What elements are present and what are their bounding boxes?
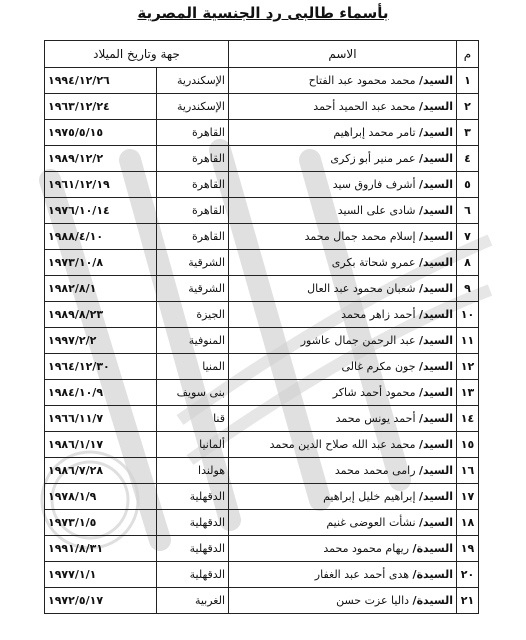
row-name — [229, 458, 457, 484]
row-number: ٧ — [457, 224, 479, 250]
row-number: ٨ — [457, 250, 479, 276]
row-number: ٥ — [457, 172, 479, 198]
row-number: ١٨ — [457, 510, 479, 536]
row-birthplace: القاهرة — [157, 146, 229, 172]
row-number: ١ — [457, 68, 479, 94]
table-row — [45, 380, 479, 406]
row-birthplace: الدقهلية — [157, 484, 229, 510]
table-row — [45, 354, 479, 380]
row-birthdate: ١٩٦٦/١١/٧ — [45, 406, 157, 432]
row-name — [229, 562, 457, 588]
row-honorific: السيد/ — [419, 126, 453, 139]
row-full-name: شادى على السيد — [337, 204, 416, 217]
table-row — [45, 432, 479, 458]
row-full-name: أحمد زاهر محمد — [341, 308, 416, 321]
row-full-name: داليا عزت حسن — [336, 594, 410, 607]
row-full-name: أشرف فاروق سيد — [332, 178, 416, 191]
row-honorific: السيد/ — [419, 152, 453, 165]
row-birthdate: ١٩٧٣/١/٥ — [45, 510, 157, 536]
row-name — [229, 172, 457, 198]
row-honorific: السيد/ — [419, 386, 453, 399]
row-full-name: محمد عبد الحميد أحمد — [313, 100, 416, 113]
row-full-name: إبراهيم خليل إبراهيم — [323, 490, 416, 503]
row-name — [229, 94, 457, 120]
row-birthdate: ١٩٩٧/٢/٢ — [45, 328, 157, 354]
row-full-name: أحمد يونس محمد — [335, 412, 416, 425]
applicants-table — [44, 40, 479, 614]
row-full-name: عمر منير أبو زكرى — [330, 152, 416, 165]
row-number: ٦ — [457, 198, 479, 224]
table-row — [45, 224, 479, 250]
row-name — [229, 120, 457, 146]
header-birth: جهة وتاريخ الميلاد — [45, 41, 229, 68]
row-name — [229, 224, 457, 250]
table-row — [45, 406, 479, 432]
row-number: ٢١ — [457, 588, 479, 614]
row-full-name: نشأت العوضى غنيم — [326, 516, 416, 529]
table-header-row — [45, 41, 479, 68]
row-name — [229, 68, 457, 94]
row-birthplace: الدقهلية — [157, 536, 229, 562]
row-honorific: السيدة/ — [412, 542, 453, 555]
row-full-name: عبد الرحمن جمال عاشور — [300, 334, 416, 347]
row-number: ١٥ — [457, 432, 479, 458]
row-birthplace: ألمانيا — [157, 432, 229, 458]
row-birthdate: ١٩٧٨/١/٩ — [45, 484, 157, 510]
row-name — [229, 484, 457, 510]
row-birthdate: ١٩٧٧/١/١ — [45, 562, 157, 588]
row-birthdate: ١٩٦٣/١٢/٢٤ — [45, 94, 157, 120]
row-honorific: السيد/ — [419, 464, 453, 477]
row-birthplace: القاهرة — [157, 172, 229, 198]
row-honorific: السيد/ — [419, 490, 453, 503]
row-birthdate: ١٩٨٦/٧/٢٨ — [45, 458, 157, 484]
row-honorific: السيد/ — [419, 360, 453, 373]
row-full-name: محمد محمود عبد الفتاح — [308, 74, 416, 87]
row-honorific: السيد/ — [419, 282, 453, 295]
row-name — [229, 276, 457, 302]
row-name — [229, 250, 457, 276]
row-birthdate: ١٩٩١/٨/٣١ — [45, 536, 157, 562]
table-row — [45, 198, 479, 224]
row-birthplace: الإسكندرية — [157, 68, 229, 94]
row-number: ١١ — [457, 328, 479, 354]
row-birthplace: القاهرة — [157, 198, 229, 224]
row-number: ٤ — [457, 146, 479, 172]
row-name — [229, 198, 457, 224]
row-number: ١٤ — [457, 406, 479, 432]
row-number: ١٠ — [457, 302, 479, 328]
row-birthplace: الجيزة — [157, 302, 229, 328]
row-full-name: محمد عبد الله صلاح الدين محمد — [269, 438, 416, 451]
row-honorific: السيد/ — [419, 308, 453, 321]
row-birthdate: ١٩٩٤/١٢/٢٦ — [45, 68, 157, 94]
row-birthdate: ١٩٧٢/٥/١٧ — [45, 588, 157, 614]
table-row — [45, 536, 479, 562]
row-number: ٢٠ — [457, 562, 479, 588]
row-honorific: السيد/ — [419, 100, 453, 113]
row-birthplace: المنوفية — [157, 328, 229, 354]
row-birthdate: ١٩٨٦/١/١٧ — [45, 432, 157, 458]
row-honorific: السيدة/ — [412, 568, 453, 581]
row-name — [229, 406, 457, 432]
table-row — [45, 328, 479, 354]
row-birthplace: الشرقية — [157, 276, 229, 302]
row-full-name: شعبان محمود عبد العال — [307, 282, 416, 295]
row-honorific: السيد/ — [419, 74, 453, 87]
row-honorific: السيد/ — [419, 204, 453, 217]
table-row — [45, 484, 479, 510]
table-row — [45, 588, 479, 614]
table-row — [45, 562, 479, 588]
row-birthdate: ١٩٨٩/١٢/٢ — [45, 146, 157, 172]
row-birthplace: هولندا — [157, 458, 229, 484]
row-full-name: هدى أحمد عبد الغفار — [314, 568, 410, 581]
row-honorific: السيد/ — [419, 438, 453, 451]
row-birthplace: الشرقية — [157, 250, 229, 276]
row-number: ٩ — [457, 276, 479, 302]
table-row — [45, 94, 479, 120]
row-name — [229, 146, 457, 172]
row-birthplace: الإسكندرية — [157, 94, 229, 120]
table-row — [45, 276, 479, 302]
header-name: الاسم — [229, 41, 457, 68]
row-name — [229, 536, 457, 562]
row-birthplace: الدقهلية — [157, 510, 229, 536]
table-row — [45, 172, 479, 198]
row-name — [229, 380, 457, 406]
row-number: ٣ — [457, 120, 479, 146]
row-honorific: السيد/ — [419, 230, 453, 243]
row-full-name: محمود أحمد شاكر — [332, 386, 416, 399]
table-row — [45, 120, 479, 146]
row-full-name: إسلام محمد جمال محمد — [304, 230, 416, 243]
row-honorific: السيد/ — [419, 178, 453, 191]
row-honorific: السيد/ — [419, 334, 453, 347]
row-birthdate: ١٩٦٤/١٢/٣٠ — [45, 354, 157, 380]
row-birthdate: ١٩٦١/١٢/١٩ — [45, 172, 157, 198]
table-row — [45, 458, 479, 484]
row-birthplace: الدقهلية — [157, 562, 229, 588]
row-name — [229, 302, 457, 328]
row-full-name: رامى محمد محمد — [334, 464, 416, 477]
table-row — [45, 302, 479, 328]
document-title: بأسماء طالبى رد الجنسية المصرية — [137, 4, 389, 22]
row-full-name: عمرو شحاتة بكرى — [331, 256, 416, 269]
row-number: ١٧ — [457, 484, 479, 510]
row-birthplace: بنى سويف — [157, 380, 229, 406]
row-full-name: ريهام محمود محمد — [323, 542, 410, 555]
row-birthplace: القاهرة — [157, 120, 229, 146]
row-birthplace: المنيا — [157, 354, 229, 380]
row-full-name: جون مكرم غالى — [341, 360, 416, 373]
row-number: ١٦ — [457, 458, 479, 484]
row-birthplace: الغربية — [157, 588, 229, 614]
table-row — [45, 68, 479, 94]
row-birthdate: ١٩٧٦/١٠/١٤ — [45, 198, 157, 224]
row-honorific: السيدة/ — [412, 594, 453, 607]
row-number: ١٩ — [457, 536, 479, 562]
row-full-name: تامر محمد إبراهيم — [333, 126, 416, 139]
table-row — [45, 250, 479, 276]
row-number: ٢ — [457, 94, 479, 120]
row-name — [229, 510, 457, 536]
row-name — [229, 328, 457, 354]
row-name — [229, 354, 457, 380]
row-birthdate: ١٩٧٥/٥/١٥ — [45, 120, 157, 146]
row-birthdate: ١٩٨٩/٨/٢٣ — [45, 302, 157, 328]
table-row — [45, 146, 479, 172]
row-honorific: السيد/ — [419, 256, 453, 269]
row-birthdate: ١٩٨٤/١٠/٩ — [45, 380, 157, 406]
row-birthdate: ١٩٨٢/٨/١ — [45, 276, 157, 302]
table-row — [45, 510, 479, 536]
row-number: ١٢ — [457, 354, 479, 380]
row-name — [229, 432, 457, 458]
row-number: ١٣ — [457, 380, 479, 406]
row-birthdate: ١٩٨٨/٤/١٠ — [45, 224, 157, 250]
header-number: م — [457, 41, 479, 68]
row-birthplace: قنا — [157, 406, 229, 432]
row-birthplace: القاهرة — [157, 224, 229, 250]
row-birthdate: ١٩٧٣/١٠/٨ — [45, 250, 157, 276]
row-honorific: السيد/ — [419, 516, 453, 529]
row-name — [229, 588, 457, 614]
row-honorific: السيد/ — [419, 412, 453, 425]
